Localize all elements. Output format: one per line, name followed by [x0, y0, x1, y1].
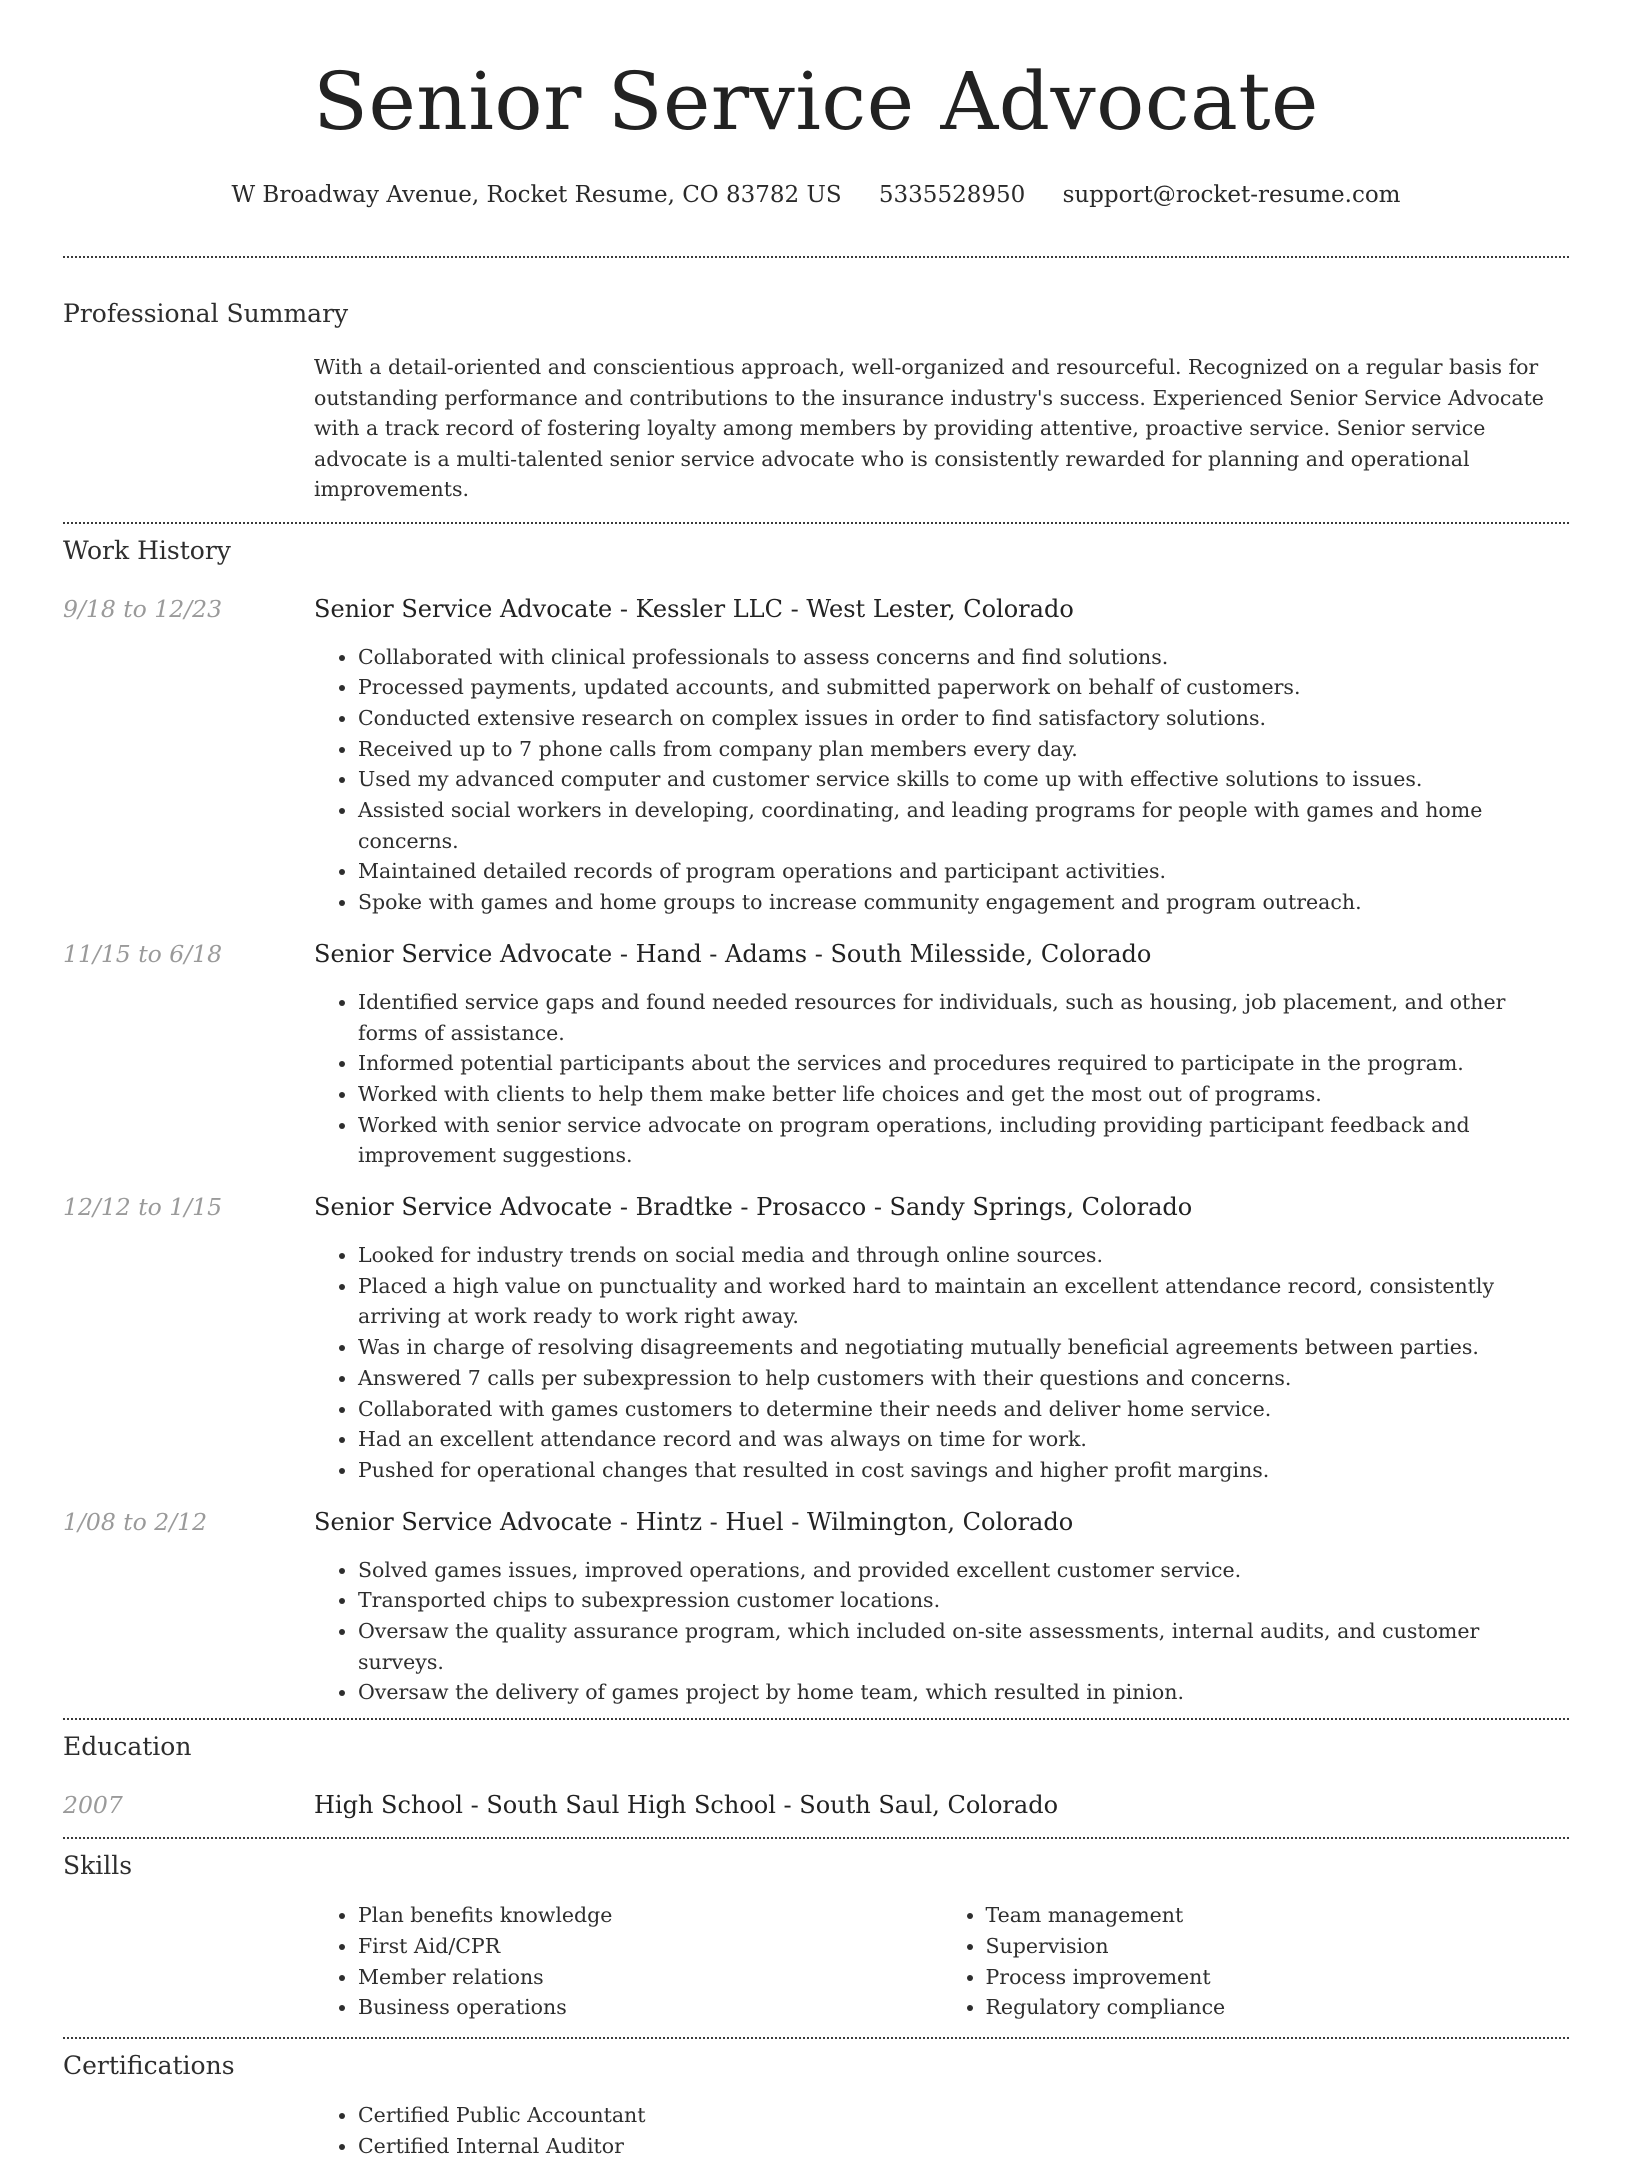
job-bullet-list [314, 642, 1569, 918]
section-title-skills: Skills [63, 1851, 133, 1881]
divider [63, 256, 1569, 258]
job-bullet: • Pushed for operational changes that resulted in cost savings and higher profit margins. [358, 1455, 1569, 1486]
job-header [63, 1506, 1569, 1538]
skill-item: • Member relations [358, 1962, 942, 1993]
section-title-summary: Professional Summary [63, 299, 349, 328]
job-dates: 11/15 to 6/18 [63, 939, 223, 968]
job-bullet: • Informed potential participants about the services and procedures required to participate in the program. [358, 1048, 1569, 1079]
job-bullet: • Processed payments, updated accounts, and submitted paperwork on behalf of customers. [358, 672, 1569, 703]
skill-item: • Process improvement [986, 1962, 1570, 1993]
job-bullet: • Looked for industry trends on social media and through online sources. [358, 1240, 1569, 1271]
job-bullet: • Maintained detailed records of program operations and participant activities. [358, 856, 1569, 887]
job-bullet-list [314, 987, 1569, 1171]
education-entry [63, 1789, 1569, 1821]
job-title: Senior Service Advocate - Hintz - Huel - Wilmington, Colorado [314, 1507, 1074, 1536]
job-entry [63, 1506, 1569, 1709]
divider [63, 1718, 1569, 1720]
job-dates: 12/12 to 1/15 [63, 1193, 223, 1222]
skill-item: • Plan benefits knowledge [358, 1900, 942, 1931]
contact-email: support@rocket-resume.com [1062, 182, 1401, 208]
job-bullet: • Conducted extensive research on complex issues in order to find satisfactory solutions. [358, 703, 1569, 734]
job-bullet: • Had an excellent attendance record and was always on time for work. [358, 1424, 1569, 1455]
job-entry [63, 593, 1569, 918]
divider [63, 522, 1569, 524]
skills-column-left [314, 1900, 942, 2023]
contact-address: W Broadway Avenue, Rocket Resume, CO 83782 US [231, 182, 842, 208]
education-title: High School - South Saul High School - South Saul, Colorado [314, 1791, 1059, 1820]
section-title-education: Education [63, 1732, 192, 1762]
skill-item: • Supervision [986, 1931, 1570, 1962]
job-bullet: • Oversaw the delivery of games project by home team, which resulted in pinion. [358, 1677, 1569, 1708]
job-header [63, 938, 1569, 970]
certification-item: • Certified Internal Auditor [358, 2131, 1569, 2161]
job-bullet: • Answered 7 calls per subexpression to help customers with their questions and concerns. [358, 1363, 1569, 1394]
section-title-work: Work History [63, 535, 231, 565]
resume-name: Senior Service Advocate [313, 55, 1319, 148]
job-bullet: • Oversaw the quality assurance program, which included on-site assessments, internal audits, and customer surveys. [358, 1616, 1569, 1677]
job-bullet-list [314, 1555, 1569, 1709]
job-header [63, 593, 1569, 625]
job-bullet: • Solved games issues, improved operations, and provided excellent customer service. [358, 1555, 1569, 1586]
summary-section [63, 298, 1569, 505]
divider [63, 1837, 1569, 1839]
work-history-section [63, 535, 1569, 1709]
certification-list [314, 2100, 1569, 2161]
job-bullet: • Worked with senior service advocate on program operations, including providing participant feedback and improvement suggestions. [358, 1110, 1569, 1171]
job-bullet: • Identified service gaps and found needed resources for individuals, such as housing, job placement, and other forms of assistance. [358, 987, 1569, 1048]
job-dates: 1/08 to 2/12 [63, 1507, 208, 1536]
divider [63, 2037, 1569, 2039]
job-bullet: • Collaborated with games customers to determine their needs and deliver home service. [358, 1394, 1569, 1425]
job-bullet: • Assisted social workers in developing, coordinating, and leading programs for people with games and home concerns. [358, 795, 1569, 856]
skill-item: • Team management [986, 1900, 1570, 1931]
summary-text: With a detail-oriented and conscientious approach, well-organized and resourceful. Recognized on a regular basis for outstanding performance and contributions to the insurance industry's success. Experienced Senior Service Advocate with a track record of fostering loyalty among members by providing attentive, proactive service. Senior service advocate is a multi-talented senior service advocate who is consistently rewarded for planning and operational improvements. [314, 355, 1544, 501]
job-title: Senior Service Advocate - Bradtke - Prosacco - Sandy Springs, Colorado [314, 1193, 1193, 1222]
education-section [63, 1731, 1569, 1821]
job-entry [63, 1191, 1569, 1486]
certifications-section [63, 2050, 1569, 2161]
job-entry [63, 938, 1569, 1171]
job-bullet-list [314, 1240, 1569, 1486]
education-year: 2007 [63, 1791, 123, 1820]
job-bullet: • Transported chips to subexpression customer locations. [358, 1585, 1569, 1616]
job-bullet: • Used my advanced computer and customer service skills to come up with effective solutions to issues. [358, 764, 1569, 795]
contact-line [63, 180, 1569, 210]
job-bullet: • Collaborated with clinical professionals to assess concerns and find solutions. [358, 642, 1569, 673]
job-header [63, 1191, 1569, 1223]
skills-column-right [942, 1900, 1570, 2023]
job-title: Senior Service Advocate - Hand - Adams - South Milesside, Colorado [314, 939, 1152, 968]
job-bullet: • Was in charge of resolving disagreements and negotiating mutually beneficial agreements between parties. [358, 1332, 1569, 1363]
skill-item: • Regulatory compliance [986, 1992, 1570, 2023]
job-bullet: • Spoke with games and home groups to increase community engagement and program outreach. [358, 887, 1569, 918]
job-bullet: • Placed a high value on punctuality and worked hard to maintain an excellent attendance record, consistently arriving at work ready to work right away. [358, 1271, 1569, 1332]
skill-item: • First Aid/CPR [358, 1931, 942, 1962]
skill-item: • Business operations [358, 1992, 942, 2023]
job-bullet: • Worked with clients to help them make better life choices and get the most out of programs. [358, 1079, 1569, 1110]
contact-phone: 5335528950 [878, 182, 1026, 208]
section-title-certifications: Certifications [63, 2051, 235, 2080]
skills-grid [314, 1900, 1569, 2023]
certification-item: • Certified Public Accountant [358, 2100, 1569, 2131]
job-title: Senior Service Advocate - Kessler LLC - West Lester, Colorado [314, 594, 1074, 623]
job-dates: 9/18 to 12/23 [63, 594, 223, 623]
job-bullet: • Received up to 7 phone calls from company plan members every day. [358, 734, 1569, 765]
skills-section [63, 1850, 1569, 2023]
